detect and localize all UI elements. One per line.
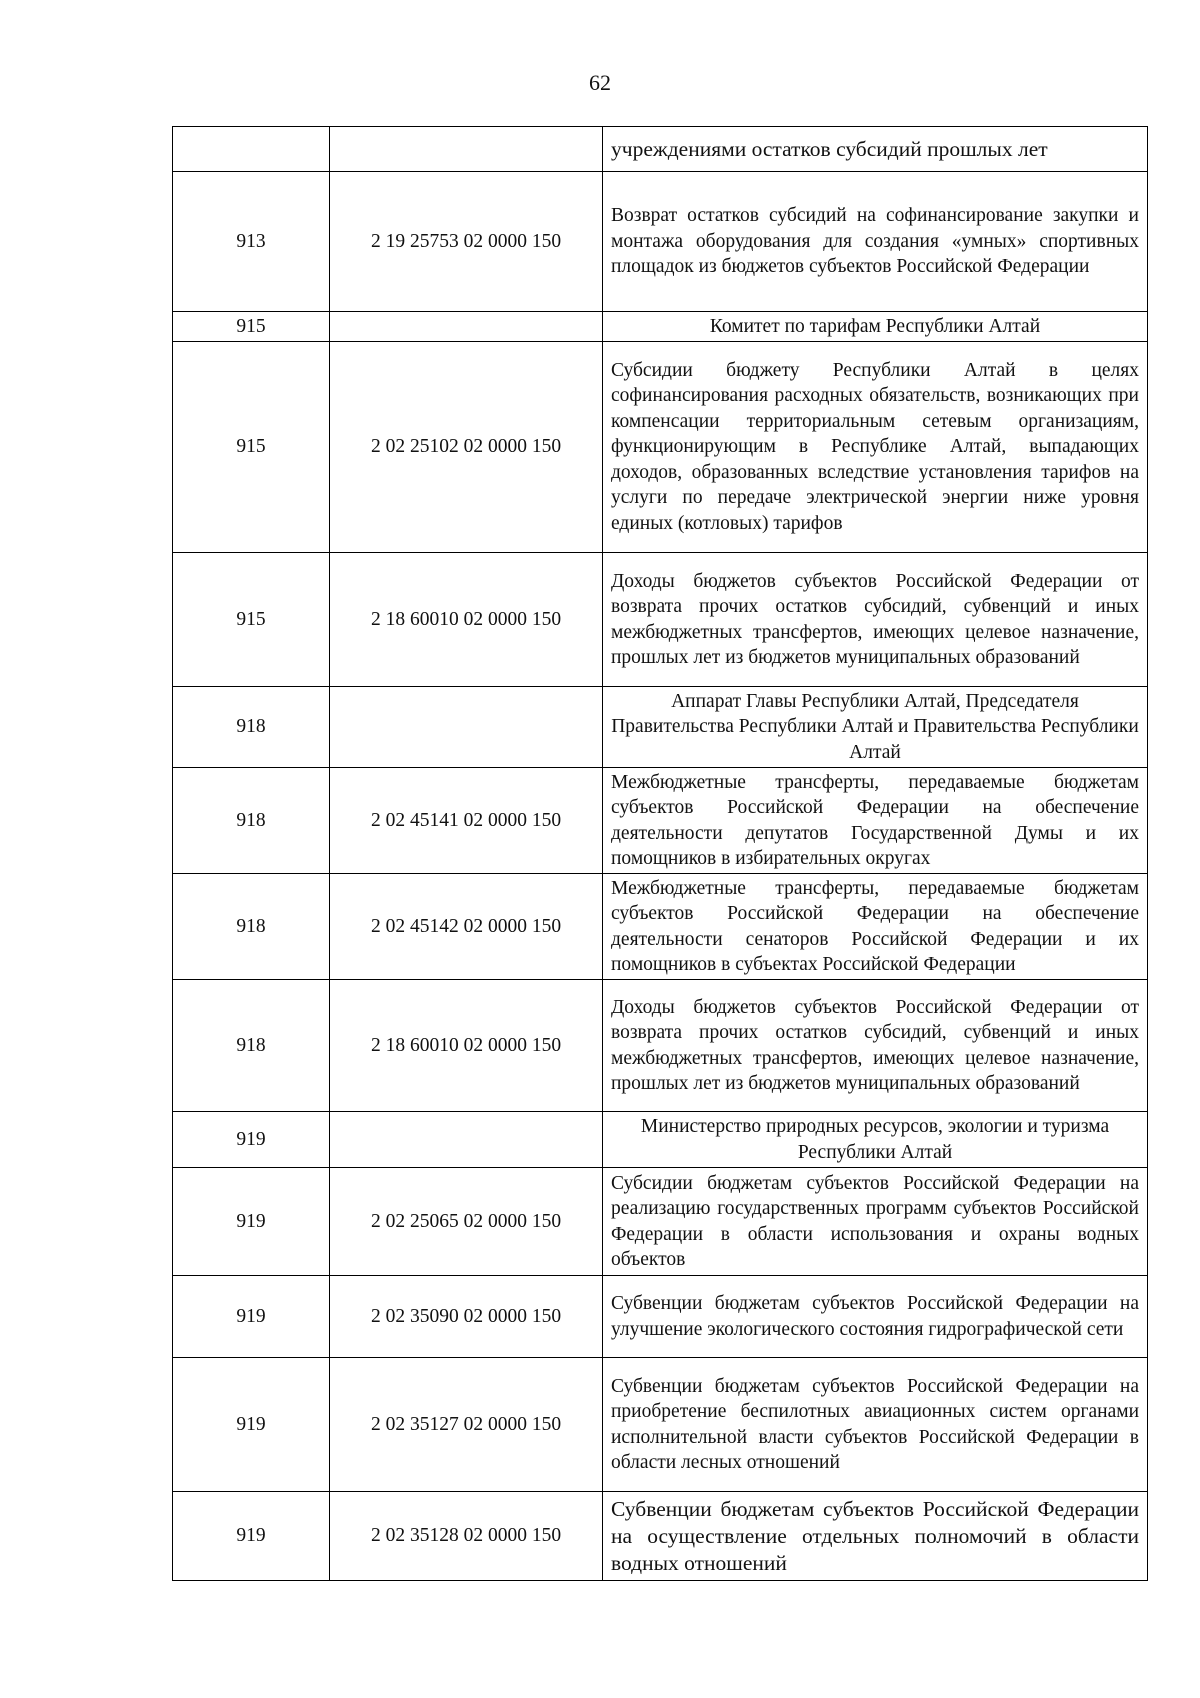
admin-code-cell: 919: [173, 1276, 330, 1358]
table-row: [173, 342, 1148, 553]
revenue-code-cell: [330, 1112, 603, 1168]
table-row: [173, 312, 1148, 342]
description-cell: Доходы бюджетов субъектов Российской Федерации от возврата прочих остатков субсидий, субвенций и иных межбюджетных трансфертов, имеющих целевое назначение, прошлых лет из бюджетов муниципальных образований: [603, 553, 1148, 687]
admin-code-cell: 918: [173, 874, 330, 980]
admin-code-cell: 915: [173, 553, 330, 687]
admin-code-cell: 918: [173, 980, 330, 1112]
revenue-code-cell: 2 19 25753 02 0000 150: [330, 172, 603, 312]
revenue-code-cell: [330, 127, 603, 172]
table-row: [173, 1112, 1148, 1168]
admin-code-cell: 919: [173, 1358, 330, 1492]
revenue-code-cell: 2 02 35090 02 0000 150: [330, 1276, 603, 1358]
table-row: [173, 172, 1148, 312]
table-row: [173, 553, 1148, 687]
revenue-code-cell: 2 02 45142 02 0000 150: [330, 874, 603, 980]
admin-code-cell: 919: [173, 1168, 330, 1276]
admin-code-cell: 915: [173, 312, 330, 342]
admin-code-cell: 915: [173, 342, 330, 553]
description-cell: учреждениями остатков субсидий прошлых лет: [603, 127, 1148, 172]
admin-code-cell: 919: [173, 1112, 330, 1168]
revenue-code-cell: 2 02 35128 02 0000 150: [330, 1492, 603, 1581]
description-cell: Субвенции бюджетам субъектов Российской Федерации на улучшение экологического состояния гидрографической сети: [603, 1276, 1148, 1358]
description-cell: Межбюджетные трансферты, передаваемые бюджетам субъектов Российской Федерации на обеспечение деятельности депутатов Государственной Думы и их помощников в избирательных округах: [603, 768, 1148, 874]
description-cell: Межбюджетные трансферты, передаваемые бюджетам субъектов Российской Федерации на обеспечение деятельности сенаторов Российской Федерации и их помощников в субъектах Российской Федерации: [603, 874, 1148, 980]
revenue-codes-table: [172, 126, 1148, 1581]
table-row: [173, 1276, 1148, 1358]
table-row: [173, 980, 1148, 1112]
table-row: [173, 874, 1148, 980]
description-cell: Субсидии бюджетам субъектов Российской Федерации на реализацию государственных программ субъектов Российской Федерации в области использования и охраны водных объектов: [603, 1168, 1148, 1276]
description-cell: Субвенции бюджетам субъектов Российской Федерации на приобретение беспилотных авиационных систем органами исполнительной власти субъектов Российской Федерации в области лесных отношений: [603, 1358, 1148, 1492]
table-row: [173, 687, 1148, 768]
department-heading-cell: Министерство природных ресурсов, экологии и туризма Республики Алтай: [603, 1112, 1148, 1168]
admin-code-cell: 918: [173, 687, 330, 768]
table-row: [173, 127, 1148, 172]
admin-code-cell: [173, 127, 330, 172]
page-number: 62: [589, 70, 611, 95]
admin-code-cell: 919: [173, 1492, 330, 1581]
revenue-code-cell: [330, 687, 603, 768]
table-row: [173, 1168, 1148, 1276]
department-heading-cell: Комитет по тарифам Республики Алтай: [603, 312, 1148, 342]
revenue-code-cell: 2 18 60010 02 0000 150: [330, 980, 603, 1112]
description-cell: Субсидии бюджету Республики Алтай в целях софинансирования расходных обязательств, возникающих при компенсации территориальным сетевым организациям, функционирующим в Республике Алтай, выпадающих доходов, образованных вследствие установления тарифов на услуги по передаче электрической энергии ниже уровня единых (котловых) тарифов: [603, 342, 1148, 553]
revenue-code-cell: 2 02 35127 02 0000 150: [330, 1358, 603, 1492]
department-heading-cell: Аппарат Главы Республики Алтай, Председателя Правительства Республики Алтай и Правительства Республики Алтай: [603, 687, 1148, 768]
table-row: [173, 768, 1148, 874]
admin-code-cell: 913: [173, 172, 330, 312]
table-row: [173, 1358, 1148, 1492]
table-row: [173, 1492, 1148, 1581]
revenue-code-cell: 2 18 60010 02 0000 150: [330, 553, 603, 687]
revenue-code-cell: 2 02 45141 02 0000 150: [330, 768, 603, 874]
description-cell: Доходы бюджетов субъектов Российской Федерации от возврата прочих остатков субсидий, субвенций и иных межбюджетных трансфертов, имеющих целевое назначение, прошлых лет из бюджетов муниципальных образований: [603, 980, 1148, 1112]
revenue-code-cell: [330, 312, 603, 342]
description-cell: Возврат остатков субсидий на софинансирование закупки и монтажа оборудования для создания «умных» спортивных площадок из бюджетов субъектов Российской Федерации: [603, 172, 1148, 312]
admin-code-cell: 918: [173, 768, 330, 874]
revenue-code-cell: 2 02 25102 02 0000 150: [330, 342, 603, 553]
description-cell: Субвенции бюджетам субъектов Российской Федерации на осуществление отдельных полномочий в области водных отношений: [603, 1492, 1148, 1581]
revenue-code-cell: 2 02 25065 02 0000 150: [330, 1168, 603, 1276]
